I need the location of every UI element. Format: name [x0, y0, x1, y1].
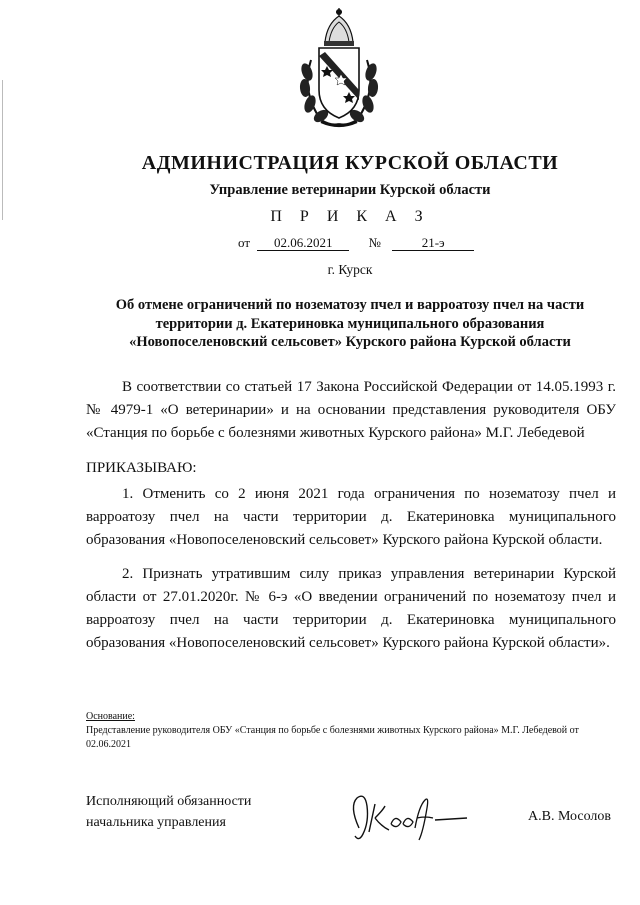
- department-name: Управление ветеринарии Курской области: [209, 182, 491, 198]
- number-prefix: №: [368, 235, 381, 250]
- organization-title: АДМИНИСТРАЦИЯ КУРСКОЙ ОБЛАСТИ: [141, 152, 559, 174]
- document-reference: [238, 235, 474, 251]
- signer-title-line-2: начальника управления: [86, 815, 226, 830]
- order-item-1: 1. Отменить со 2 июня 2021 года ограничения по нозематозу пчел и варроатозу пчел на части территории д. Екатериновка муниципального образования «Новопоселеновский сельсовет» Курского района Курской области.: [86, 486, 616, 548]
- signer-title-line-1: Исполняющий обязанности: [86, 794, 252, 809]
- subject-line-3: «Новопоселеновский сельсовет» Курского района Курской области: [129, 334, 571, 350]
- document-number: 21-э: [392, 235, 474, 251]
- order-item-2: 2. Признать утратившим силу приказ управления ветеринарии Курской области от 27.01.2020г. № 6-э «О введении ограничений по нозематозу пчел и варроатозу пчел на части территории д. Екатериновка муниципального образования «Новопоселеновский сельсовет» Курского района Курской области».: [86, 566, 616, 651]
- coat-of-arms-icon: [291, 2, 387, 132]
- basis-note: [86, 710, 626, 752]
- order-word: ПРИКАЗЫВАЮ:: [86, 460, 197, 476]
- signer-title: [86, 791, 251, 833]
- signer-name: А.В. Мосолов: [528, 809, 612, 824]
- document-date: 02.06.2021: [257, 235, 349, 251]
- date-prefix: от: [238, 235, 251, 250]
- subject-line-1: Об отмене ограничений по нозематозу пчел и варроатозу пчел на части: [115, 297, 585, 313]
- basis-text: Представление руководителя ОБУ «Станция по борьбе с болезнями животных Курского района» М.Г. Лебедевой от 02.06.2021: [86, 725, 579, 750]
- basis-label: Основание:: [86, 711, 135, 722]
- preamble-paragraph: В соответствии со статьей 17 Закона Российской Федерации от 14.05.1993 г. № 4979-1 «О ветеринарии» и на основании представления руководителя ОБУ «Станция по борьбе с болезнями животных Курского района» М.Г. Лебедевой: [86, 379, 616, 441]
- document-subject: [80, 296, 620, 352]
- subject-line-2: территории д. Екатериновка муниципального образования: [155, 315, 545, 332]
- handwritten-signature-icon: [345, 788, 475, 848]
- scan-edge-line: [2, 80, 3, 220]
- document-place: г. Курск: [327, 262, 373, 277]
- document-type: П Р И К А З: [270, 208, 430, 225]
